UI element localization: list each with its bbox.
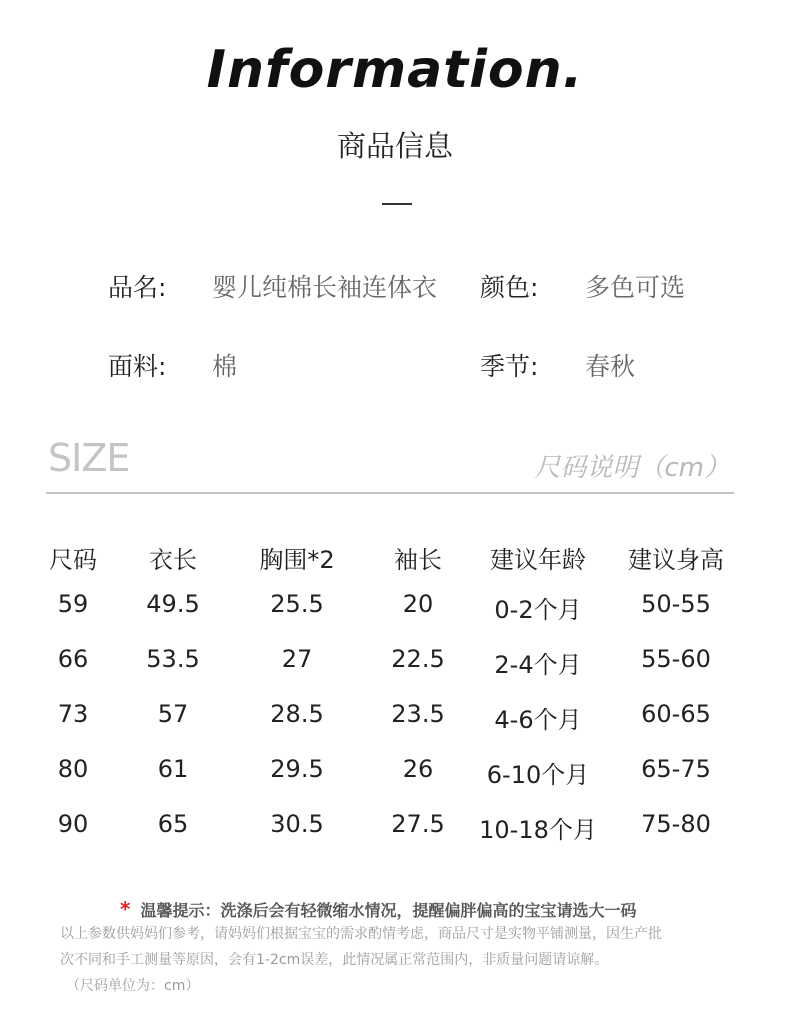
color-value: 多色可选 — [585, 273, 686, 302]
table-cell: 0-2个月 — [494, 596, 582, 624]
table-cell: 23.5 — [391, 700, 445, 728]
table-header-row — [0, 540, 790, 580]
table-row — [0, 590, 790, 630]
table-cell: 2-4个月 — [494, 651, 582, 679]
table-cell: 26 — [402, 755, 434, 783]
table-cell: 61 — [157, 755, 189, 783]
column-header: 尺码 — [49, 546, 97, 574]
care-tip — [120, 897, 636, 921]
fabric-value: 棉 — [212, 352, 238, 381]
season-label: 季节: — [480, 352, 539, 381]
table-cell: 28.5 — [270, 700, 324, 728]
column-header: 建议身高 — [628, 546, 724, 574]
size-description: 尺码说明（cm） — [534, 453, 730, 483]
table-cell: 90 — [57, 810, 89, 838]
table-cell: 59 — [57, 590, 89, 618]
product-name-label: 品名: — [108, 273, 167, 302]
table-cell: 25.5 — [270, 590, 324, 618]
column-header: 袖长 — [394, 546, 442, 574]
table-cell: 27 — [281, 645, 313, 673]
table-row — [0, 700, 790, 740]
table-cell: 65-75 — [641, 755, 711, 783]
table-cell: 29.5 — [270, 755, 324, 783]
table-cell: 60-65 — [641, 700, 711, 728]
title-divider — [382, 203, 412, 205]
care-tip-text: 温馨提示：洗涤后会有轻微缩水情况，提醒偏胖偏高的宝宝请选大一码 — [140, 901, 637, 920]
season-value: 春秋 — [585, 352, 636, 381]
table-cell: 66 — [57, 645, 89, 673]
page-title: Information. — [206, 40, 584, 100]
table-cell: 53.5 — [146, 645, 200, 673]
table-cell: 30.5 — [270, 810, 324, 838]
table-cell: 57 — [157, 700, 189, 728]
table-cell: 75-80 — [641, 810, 711, 838]
unit-note: （尺码单位为：cm） — [66, 978, 200, 994]
table-cell: 80 — [57, 755, 89, 783]
table-cell: 73 — [57, 700, 89, 728]
table-cell: 50-55 — [641, 590, 711, 618]
table-cell: 55-60 — [641, 645, 711, 673]
table-cell: 49.5 — [146, 590, 200, 618]
table-row — [0, 755, 790, 795]
table-cell: 27.5 — [391, 810, 445, 838]
table-cell: 65 — [157, 810, 189, 838]
table-row — [0, 810, 790, 850]
product-name-value: 婴儿纯棉长袖连体衣 — [212, 273, 438, 302]
column-header: 衣长 — [149, 546, 197, 574]
page-subtitle: 商品信息 — [336, 129, 453, 163]
measurement-note: 以上参数供妈妈们参考，请妈妈们根据宝宝的需求酌情考虑，商品尺寸是实物平铺测量，因生产批 — [60, 926, 662, 942]
table-cell: 22.5 — [391, 645, 445, 673]
column-header: 胸围*2 — [259, 546, 335, 574]
color-label: 颜色: — [480, 273, 539, 302]
table-row — [0, 645, 790, 685]
table-cell: 20 — [402, 590, 434, 618]
size-heading: SIZE — [48, 436, 130, 480]
measurement-note: 次不同和手工测量等原因，会有1-2cm误差，此情况属正常范围内，非质量问题请谅解。 — [60, 952, 609, 968]
asterisk-icon: * — [120, 897, 131, 921]
fabric-label: 面料: — [108, 352, 167, 381]
size-divider — [46, 492, 734, 494]
column-header: 建议年龄 — [490, 546, 586, 574]
table-cell: 10-18个月 — [479, 816, 597, 844]
table-cell: 4-6个月 — [494, 706, 582, 734]
table-cell: 6-10个月 — [486, 761, 590, 789]
